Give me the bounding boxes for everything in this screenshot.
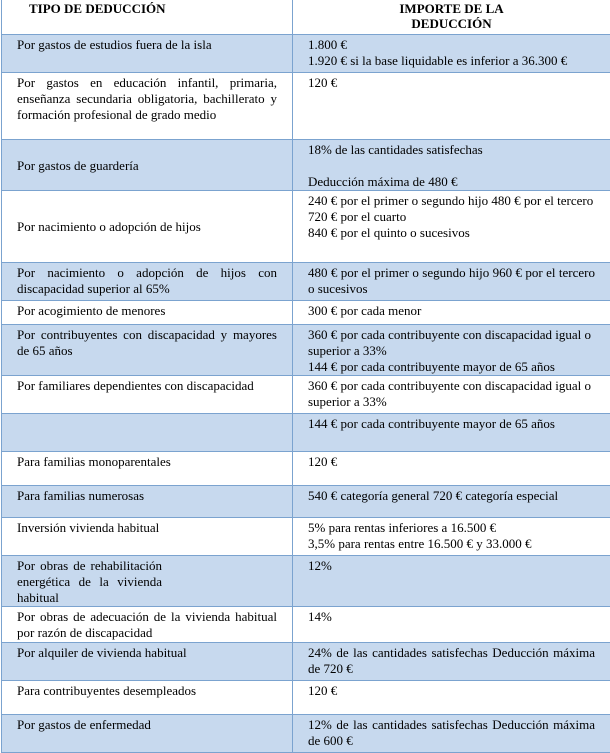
importe-line: 300 € por cada menor [308,303,595,319]
table-row [2,485,610,517]
tipo-cell: Por obras de adecuación de la vivienda habitual por razón de discapacidad [2,606,293,642]
importe-cell [293,714,610,752]
table-row [2,300,610,324]
table-row [2,642,610,680]
tipo-cell: Por obras de rehabilitación energética de la vivienda habitual [2,555,293,606]
tipo-cell: Por acogimiento de menores [2,300,293,324]
tipo-cell: Por nacimiento o adopción de hijos con discapacidad superior al 65% [2,262,293,300]
importe-cell [293,485,610,517]
importe-cell [293,413,610,451]
importe-cell [293,680,610,714]
tipo-cell: Por gastos de guardería [2,139,293,190]
importe-line: 24% de las cantidades satisfechas Deducción máxima de 720 € [308,645,595,677]
tipo-cell: Para contribuyentes desempleados [2,680,293,714]
importe-cell [293,642,610,680]
table-row [2,375,610,413]
importe-cell [293,517,610,555]
table-row [2,72,610,139]
tipo-cell: Para familias monoparentales [2,451,293,485]
importe-cell [293,190,610,262]
importe-line: Deducción máxima de 480 € [308,174,595,190]
importe-line: 3,5% para rentas entre 16.500 € y 33.000 € [308,536,595,552]
header-importe-line2: DEDUCCIÓN [308,16,595,31]
tipo-cell: Por nacimiento o adopción de hijos [2,190,293,262]
importe-line: 18% de las cantidades satisfechas [308,142,595,158]
table-row [2,517,610,555]
tipo-cell [2,413,293,451]
importe-cell [293,375,610,413]
importe-line: 144 € por cada contribuyente mayor de 65 años [308,416,595,432]
header-importe [293,0,610,34]
importe-line: 14% [308,609,595,625]
importe-line: 360 € por cada contribuyente con discapacidad igual o superior a 33% [308,327,595,359]
importe-line: 840 € por el quinto o sucesivos [308,225,595,241]
importe-line: 240 € por el primer o segundo hijo 480 € por el tercero [308,193,595,209]
table-row [2,190,610,262]
table-row [2,34,610,72]
importe-line: 1.920 € si la base liquidable es inferior a 36.300 € [308,53,595,69]
deductions-table [1,0,610,753]
table-row [2,139,610,190]
table-row [2,324,610,375]
tipo-cell: Por familiares dependientes con discapacidad [2,375,293,413]
tipo-cell: Por gastos en educación infantil, primaria, enseñanza secundaria obligatoria, bachillerato y formación profesional de grado medio [2,72,293,139]
importe-line: 120 € [308,75,595,91]
importe-cell [293,555,610,606]
importe-line: 5% para rentas inferiores a 16.500 € [308,520,595,536]
importe-cell [293,451,610,485]
table-row [2,680,610,714]
importe-line: 540 € categoría general 720 € categoría especial [308,488,595,504]
importe-line: 12% de las cantidades satisfechas Deducción máxima de 600 € [308,717,595,749]
importe-line: 360 € por cada contribuyente con discapacidad igual o superior a 33% [308,378,595,410]
table-row [2,262,610,300]
importe-line: 1.800 € [308,37,595,53]
tipo-cell: Para familias numerosas [2,485,293,517]
importe-line: 120 € [308,683,595,699]
importe-line: 120 € [308,454,595,470]
importe-line: 12% [308,558,595,574]
tipo-cell: Por gastos de estudios fuera de la isla [2,34,293,72]
header-tipo: TIPO DE DEDUCCIÓN [2,0,293,34]
importe-cell [293,606,610,642]
importe-line: 480 € por el primer o segundo hijo 960 € por el tercero o sucesivos [308,265,595,297]
importe-cell [293,262,610,300]
importe-cell [293,324,610,375]
header-row [2,0,610,34]
tipo-cell: Por gastos de enfermedad [2,714,293,752]
table-row [2,451,610,485]
table-row [2,606,610,642]
table-row [2,413,610,451]
tipo-cell: Inversión vivienda habitual [2,517,293,555]
table-row [2,555,610,606]
importe-cell [293,34,610,72]
tipo-cell: Por alquiler de vivienda habitual [2,642,293,680]
importe-cell [293,139,610,190]
header-importe-line1: IMPORTE DE LA [308,1,595,16]
importe-line: 720 € por el cuarto [308,209,595,225]
table-row [2,714,610,752]
importe-line: 144 € por cada contribuyente mayor de 65 años [308,359,595,375]
importe-cell [293,300,610,324]
importe-cell [293,72,610,139]
tipo-cell: Por contribuyentes con discapacidad y mayores de 65 años [2,324,293,375]
